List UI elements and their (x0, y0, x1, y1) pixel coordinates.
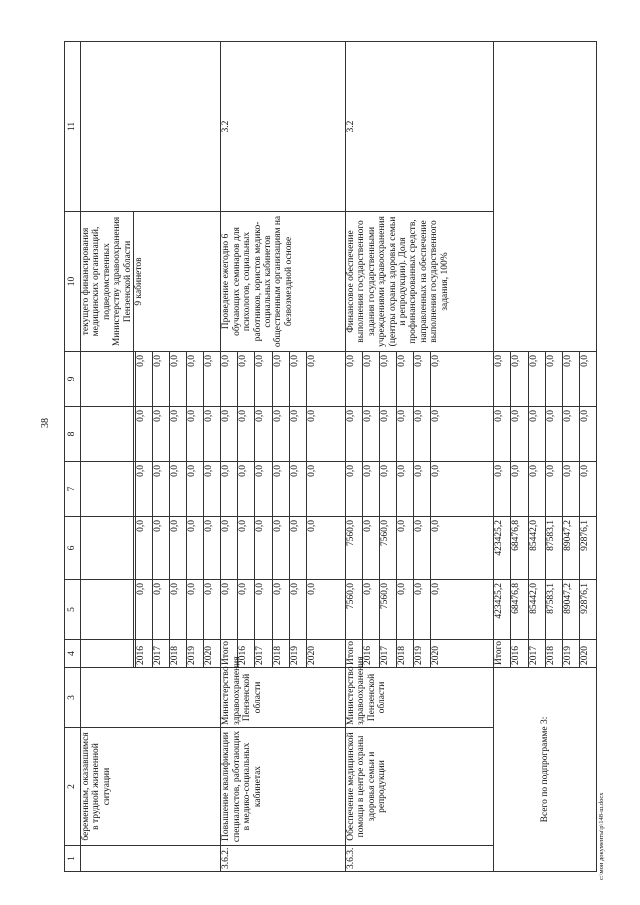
year-cell: 2016 (362, 640, 379, 668)
value-cell: 92876,1 (579, 517, 596, 580)
year-cell: 2016 (135, 640, 152, 668)
value-cell: 0,0 (255, 352, 272, 407)
footer-file-path: c:\мои документы\р\148-ш.docx (598, 792, 605, 880)
value-cell: 0,0 (414, 517, 431, 580)
year-cell: 2019 (187, 640, 204, 668)
value-cell: 0,0 (238, 462, 255, 517)
value-cell: 0,0 (579, 462, 596, 517)
value-cell: 0,0 (135, 580, 152, 640)
year-cell: 2017 (379, 640, 396, 668)
value-cell: 0,0 (289, 462, 306, 517)
header-cell: 6 (65, 517, 81, 580)
value-cell: 0,0 (187, 580, 204, 640)
value-cell: 0,0 (152, 352, 169, 407)
value-cell: 0,0 (221, 462, 238, 517)
value-cell: 423425,2 (494, 517, 511, 580)
value-cell (81, 462, 134, 517)
value-cell: 0,0 (238, 352, 255, 407)
value-cell: 87583,1 (545, 580, 562, 640)
value-cell: 0,0 (204, 462, 221, 517)
value-cell: 0,0 (397, 580, 414, 640)
total-label-cell: Всего по подпрограмме 3: (494, 668, 597, 872)
value-cell: 7560,0 (379, 517, 396, 580)
row-number-cell (81, 846, 221, 872)
year-cell: 2020 (431, 640, 494, 668)
value-cell: 0,0 (562, 352, 579, 407)
value-cell: 0,0 (379, 407, 396, 462)
header-cell: 4 (65, 640, 81, 668)
value-cell: 0,0 (204, 580, 221, 640)
executor-cell: Министерство здравоохранения Пензенской области (221, 668, 346, 728)
value-cell: 0,0 (431, 462, 494, 517)
value-cell: 0,0 (397, 462, 414, 517)
year-cell: 2018 (169, 640, 186, 668)
table-row (81, 42, 134, 872)
value-cell (81, 580, 134, 640)
year-cell: Итого (221, 640, 238, 668)
value-cell: 0,0 (204, 352, 221, 407)
value-cell: 0,0 (152, 580, 169, 640)
rotated-page (64, 42, 597, 872)
header-cell: 1 (65, 846, 81, 872)
value-cell: 0,0 (135, 462, 152, 517)
value-cell: 7560,0 (345, 580, 362, 640)
value-cell: 0,0 (272, 407, 289, 462)
value-cell: 423425,2 (494, 580, 511, 640)
header-cell: 8 (65, 407, 81, 462)
header-cell: 10 (65, 212, 81, 352)
value-cell: 0,0 (528, 462, 545, 517)
value-cell: 0,0 (289, 407, 306, 462)
value-cell: 0,0 (362, 580, 379, 640)
table-row (221, 42, 238, 872)
header-row (65, 42, 81, 872)
value-cell: 0,0 (414, 407, 431, 462)
indicator-cell: 3.2 (221, 42, 346, 212)
value-cell: 0,0 (272, 517, 289, 580)
value-cell: 0,0 (306, 407, 345, 462)
value-cell: 0,0 (169, 407, 186, 462)
event-name-cell: Повышение квалификации специалистов, работающих в медико-социальных кабинетах (221, 728, 346, 846)
value-cell: 0,0 (221, 407, 238, 462)
year-cell: 2018 (545, 640, 562, 668)
value-cell: 0,0 (289, 580, 306, 640)
value-cell: 0,0 (511, 352, 528, 407)
value-cell: 0,0 (562, 407, 579, 462)
header-cell: 5 (65, 580, 81, 640)
value-cell: 0,0 (545, 407, 562, 462)
value-cell: 92876,1 (579, 580, 596, 640)
value-cell: 0,0 (379, 462, 396, 517)
value-cell: 0,0 (272, 580, 289, 640)
value-cell: 0,0 (494, 352, 511, 407)
value-cell: 0,0 (255, 517, 272, 580)
value-cell: 0,0 (306, 352, 345, 407)
result-cell: 9 кабинетов (134, 212, 221, 352)
year-cell: 2016 (238, 640, 255, 668)
value-cell: 0,0 (135, 407, 152, 462)
value-cell: 0,0 (238, 517, 255, 580)
value-cell: 68476,8 (511, 580, 528, 640)
value-cell (81, 517, 134, 580)
value-cell: 87583,1 (545, 517, 562, 580)
value-cell: 0,0 (169, 580, 186, 640)
value-cell: 0,0 (169, 352, 186, 407)
header-cell: 9 (65, 352, 81, 407)
value-cell: 0,0 (255, 462, 272, 517)
year-cell: 2016 (511, 640, 528, 668)
indicator-cell: 3.2 (345, 42, 494, 212)
year-cell: 2020 (579, 640, 596, 668)
value-cell: 0,0 (362, 462, 379, 517)
header-cell: 11 (65, 42, 81, 212)
year-cell: 2017 (528, 640, 545, 668)
year-cell: 2019 (289, 640, 306, 668)
value-cell: 0,0 (135, 352, 152, 407)
value-cell: 0,0 (187, 352, 204, 407)
event-name-cell: Обеспечение медицинской помощи в центре охраны здоровья семьи и репродукции (345, 728, 494, 846)
value-cell: 0,0 (187, 517, 204, 580)
header-cell: 7 (65, 462, 81, 517)
year-cell: 2017 (152, 640, 169, 668)
value-cell: 0,0 (169, 462, 186, 517)
value-cell: 89047,2 (562, 580, 579, 640)
value-cell: 0,0 (204, 407, 221, 462)
value-cell: 0,0 (345, 352, 362, 407)
value-cell: 0,0 (238, 407, 255, 462)
value-cell: 0,0 (187, 462, 204, 517)
table-row (494, 42, 511, 872)
value-cell: 0,0 (414, 352, 431, 407)
year-cell: 2019 (414, 640, 431, 668)
value-cell: 0,0 (204, 517, 221, 580)
value-cell: 0,0 (362, 407, 379, 462)
result-cell: текущего финансирования медицинских организаций, подведомственных Министерству здравоохранения Пензенской области (81, 212, 134, 352)
value-cell: 85442,0 (528, 517, 545, 580)
value-cell: 0,0 (306, 517, 345, 580)
value-cell: 0,0 (379, 352, 396, 407)
row-number-cell: 3.6.3. (345, 846, 494, 872)
value-cell: 0,0 (289, 517, 306, 580)
value-cell: 0,0 (431, 352, 494, 407)
value-cell: 0,0 (187, 407, 204, 462)
value-cell: 0,0 (345, 462, 362, 517)
indicator-cell (81, 42, 221, 212)
value-cell: 0,0 (221, 517, 238, 580)
header-cell: 3 (65, 668, 81, 728)
value-cell: 68476,8 (511, 517, 528, 580)
row-number-cell: 3.6.2. (221, 846, 346, 872)
value-cell: 0,0 (579, 407, 596, 462)
value-cell: 0,0 (431, 580, 494, 640)
value-cell: 0,0 (579, 352, 596, 407)
page-number: 38 (40, 418, 51, 428)
result-cell: Проведение ежегодно 6 обучающих семинаров для психологов, социальных работников, юристов медико-социальных кабинетов общественным организациям на безвозмездной основе (221, 212, 346, 352)
value-cell: 89047,2 (562, 517, 579, 580)
value-cell: 0,0 (414, 462, 431, 517)
value-cell: 0,0 (306, 580, 345, 640)
value-cell (81, 352, 134, 407)
year-cell: 2017 (255, 640, 272, 668)
value-cell: 0,0 (272, 352, 289, 407)
value-cell: 0,0 (494, 462, 511, 517)
year-cell: Итого (494, 640, 511, 668)
value-cell: 7560,0 (379, 580, 396, 640)
event-name-cell: беременным, оказавшимся в трудной жизненной ситуации (81, 728, 221, 846)
value-cell: 0,0 (397, 352, 414, 407)
value-cell: 0,0 (289, 352, 306, 407)
year-cell: 2018 (397, 640, 414, 668)
value-cell: 0,0 (306, 462, 345, 517)
value-cell: 0,0 (414, 580, 431, 640)
value-cell: 0,0 (169, 517, 186, 580)
value-cell: 0,0 (528, 352, 545, 407)
value-cell: 0,0 (528, 407, 545, 462)
value-cell: 0,0 (152, 462, 169, 517)
value-cell: 0,0 (255, 407, 272, 462)
value-cell: 0,0 (221, 580, 238, 640)
executor-cell: Министерство здравоохранения Пензенской области (345, 668, 494, 728)
year-cell (81, 640, 134, 668)
value-cell: 0,0 (511, 462, 528, 517)
value-cell: 0,0 (135, 517, 152, 580)
value-cell (81, 407, 134, 462)
empty-cell (494, 42, 597, 352)
value-cell: 0,0 (152, 407, 169, 462)
value-cell: 0,0 (397, 407, 414, 462)
value-cell: 0,0 (362, 517, 379, 580)
value-cell: 0,0 (152, 517, 169, 580)
value-cell: 0,0 (511, 407, 528, 462)
executor-cell (81, 668, 221, 728)
value-cell: 0,0 (255, 580, 272, 640)
result-cell: Финансовое обеспечение выполнения государственного задания государственными учреждениями здравоохранения (центры охраны здоровья семьи и репродукции). Доля профинансированных средств, направленных на обеспечение выполнения государственного задания, 100% (345, 212, 494, 352)
year-cell: 2020 (204, 640, 221, 668)
value-cell: 0,0 (221, 352, 238, 407)
value-cell: 0,0 (562, 462, 579, 517)
value-cell: 0,0 (545, 352, 562, 407)
value-cell: 0,0 (397, 517, 414, 580)
year-cell: 2018 (272, 640, 289, 668)
header-cell: 2 (65, 728, 81, 846)
value-cell: 0,0 (545, 462, 562, 517)
value-cell: 0,0 (431, 407, 494, 462)
value-cell: 0,0 (272, 462, 289, 517)
value-cell: 0,0 (494, 407, 511, 462)
value-cell: 0,0 (362, 352, 379, 407)
year-cell: Итого (345, 640, 362, 668)
value-cell: 0,0 (431, 517, 494, 580)
year-cell: 2019 (562, 640, 579, 668)
table-row (345, 42, 362, 872)
value-cell: 7560,0 (345, 517, 362, 580)
program-table (64, 41, 597, 872)
value-cell: 0,0 (345, 407, 362, 462)
value-cell: 85442,0 (528, 580, 545, 640)
year-cell: 2020 (306, 640, 345, 668)
value-cell: 0,0 (238, 580, 255, 640)
